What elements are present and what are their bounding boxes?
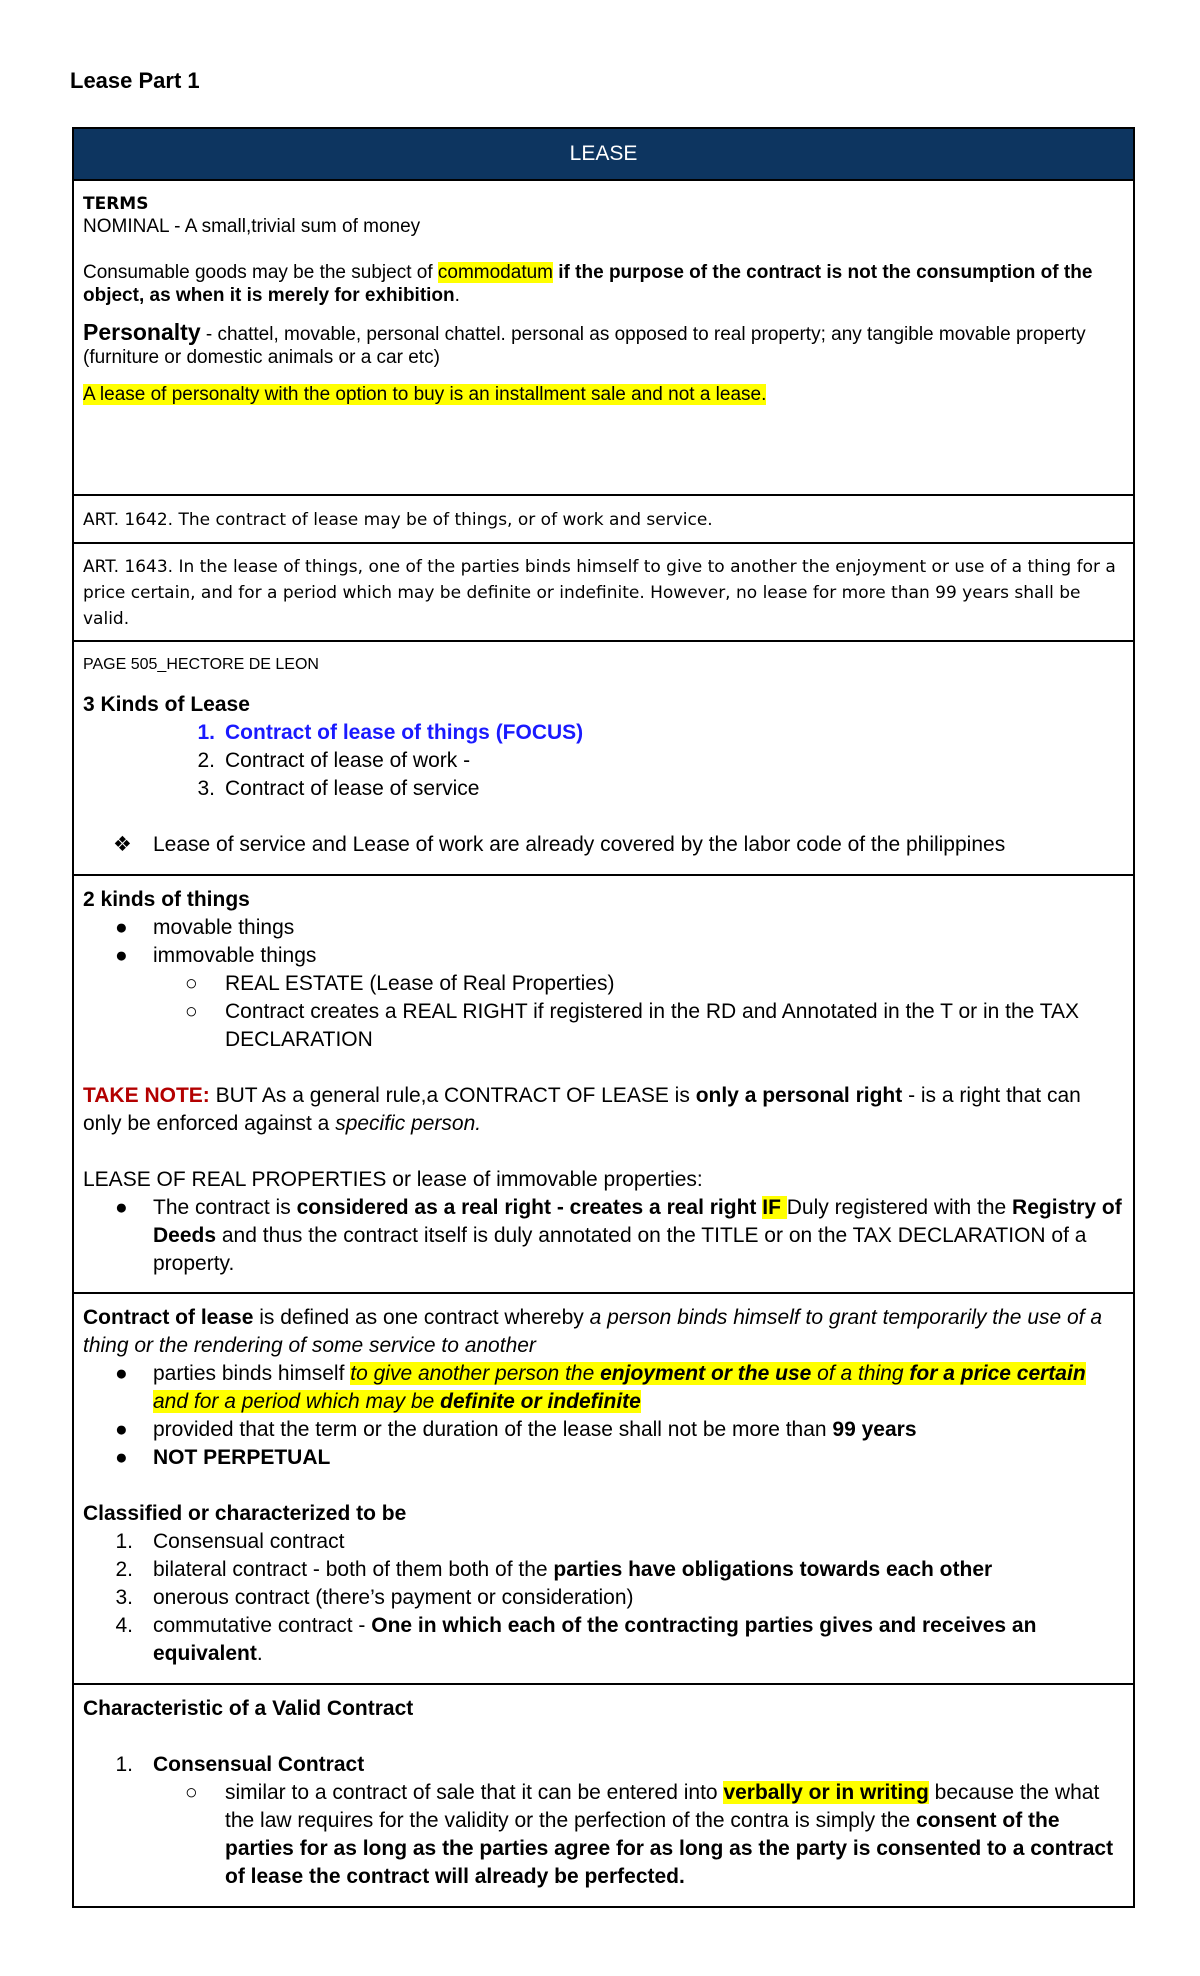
kind-item-service: Contract of lease of service [225, 777, 480, 800]
lease-table [72, 127, 1135, 1908]
list-number: 4. [115, 1614, 133, 1637]
bullet-icon: ● [115, 1362, 128, 1385]
onerous-item: onerous contract (there’s payment or consideration) [153, 1586, 634, 1609]
take-note-paragraph [83, 1082, 1124, 1138]
list-item [83, 1360, 1124, 1416]
list-number: 2. [197, 749, 215, 772]
kind-item-work: Contract of lease of work - [225, 749, 471, 772]
valid-text-b: because the what the law requires for the validity or the perfection of the contra is simply the [225, 1781, 1100, 1832]
definition-term: Contract of lease [83, 1306, 254, 1329]
lrp-text-bold: considered as a real right - creates a real right [296, 1196, 763, 1219]
contract-definition-cell [74, 1294, 1133, 1685]
article-1643 [74, 544, 1133, 642]
personalty-text: - chattel, movable, personal chattel. personal as opposed to real property; any tangible movable property (furniture or domestic animals or a car etc) [83, 324, 1086, 368]
lrp-text-c: Duly registered with the [786, 1196, 1013, 1219]
b1-text-c: enjoyment or the use [600, 1362, 812, 1385]
list-item [83, 1584, 1124, 1612]
contract-definition [83, 1304, 1124, 1360]
immovable-things: immovable things [153, 944, 317, 967]
b1-text-f: and for a period which may be [153, 1390, 441, 1413]
bullet-icon: ● [115, 944, 128, 967]
commutative-text-bold: One in which each of the contracting parties gives and receives an equivalent [153, 1614, 1037, 1665]
kind-item-things: Contract of lease of things (FOCUS) [225, 721, 584, 744]
table-header: LEASE [74, 129, 1133, 181]
labor-code-note [83, 831, 1124, 859]
list-item [83, 1528, 1124, 1556]
b1-text-d: of a thing [811, 1362, 910, 1385]
list-item [83, 1556, 1124, 1584]
list-item [83, 998, 1124, 1054]
list-item [83, 775, 1124, 803]
valid-contract-heading: Characteristic of a Valid Contract [83, 1697, 414, 1720]
b2-99-years: 99 years [832, 1418, 917, 1441]
list-item [83, 719, 1124, 747]
bilateral-text-bold: parties have obligations towards each other [553, 1558, 993, 1581]
things-heading: 2 kinds of things [83, 888, 250, 911]
bilateral-text-a: bilateral contract - both of them both of the [153, 1558, 554, 1581]
list-item [83, 1779, 1124, 1891]
consensual-contract-item: Consensual Contract [153, 1753, 365, 1776]
take-note-text-c: - is a right that can only be enforced against a [83, 1084, 1081, 1135]
list-number: 3. [197, 777, 215, 800]
consumable-text-end: . [454, 285, 460, 306]
personalty-term: Personalty [83, 319, 201, 345]
consumable-text-a: Consumable goods may be the subject of [83, 262, 438, 283]
circle-bullet-icon: ○ [185, 972, 198, 995]
take-note-text-a: BUT As a general rule,a CONTRACT OF LEASE is [209, 1084, 696, 1107]
b1-text-a: parties binds himself [153, 1362, 351, 1385]
b2-text-a: provided that the term or the duration of the lease shall not be more than [153, 1418, 833, 1441]
b1-text-g: definite or indefinite [440, 1390, 641, 1413]
lrp-text-e: and thus the contract itself is duly annotated on the TITLE or on the TAX DECLARATION of a property. [153, 1224, 1087, 1275]
b1-text-b: to give another person the [350, 1362, 601, 1385]
real-right-item: Contract creates a REAL RIGHT if registered in the RD and Annotated in the T or in the TAX DECLARATION [225, 1000, 1080, 1051]
personalty-note [83, 383, 1124, 406]
real-estate-item: REAL ESTATE (Lease of Real Properties) [225, 972, 615, 995]
circle-bullet-icon: ○ [185, 1000, 198, 1023]
list-number: 1. [115, 1753, 133, 1776]
kinds-list [83, 719, 1124, 803]
kinds-heading: 3 Kinds of Lease [83, 693, 250, 716]
list-item [83, 1612, 1124, 1668]
terms-cell [74, 181, 1133, 496]
list-item [83, 1194, 1124, 1278]
source-reference: PAGE 505_HECTORE DE LEON [83, 656, 319, 673]
personalty-definition [83, 321, 1124, 369]
bullet-icon: ● [115, 1446, 128, 1469]
list-item [83, 1444, 1124, 1472]
take-note-text-bold: only a personal right [695, 1084, 903, 1107]
article-1642 [74, 496, 1133, 544]
b1-text-e: for a price certain [909, 1362, 1086, 1385]
bullet-icon: ● [115, 916, 128, 939]
lrp-text-a: The contract is [153, 1196, 297, 1219]
definition-text-italic: a person binds himself to grant temporarily the use of a thing or the rendering of some service to another [83, 1306, 1103, 1357]
lrp-if-highlight: IF [762, 1196, 787, 1219]
bullet-icon: ● [115, 1196, 128, 1219]
list-number: 3. [115, 1586, 133, 1609]
diamond-bullet-icon: ❖ [113, 833, 132, 856]
article-1642-text: ART. 1642. The contract of lease may be of things, or of work and service. [83, 510, 713, 530]
article-1643-text: ART. 1643. In the lease of things, one of the parties binds himself to give to another the enjoyment or use of a thing for a price certain, and for a period which may be definite or indefinite. However, no lease for more than 99 years shall be valid. [83, 557, 1116, 629]
bullet-icon: ● [115, 1418, 128, 1441]
not-perpetual: NOT PERPETUAL [153, 1446, 331, 1469]
labor-code-note-text: Lease of service and Lease of work are already covered by the labor code of the philippines [153, 833, 1006, 856]
consensual-item: Consensual contract [153, 1530, 345, 1553]
list-number: 1. [197, 721, 215, 744]
nominal-definition: NOMINAL - A small,trivial sum of money [83, 216, 421, 237]
classified-heading: Classified or characterized to be [83, 1502, 407, 1525]
kinds-of-things-cell [74, 876, 1133, 1294]
document-title: Lease Part 1 [70, 68, 200, 93]
movable-things: movable things [153, 916, 295, 939]
valid-contract-cell [74, 1685, 1133, 1906]
valid-text-bold: consent of the parties for as long as the parties agree for as long as the party is consented to a contract of lease the contract will already be perfected. [225, 1809, 1114, 1888]
list-number: 2. [115, 1558, 133, 1581]
commodatum-highlight: commodatum [437, 262, 553, 283]
list-item [83, 747, 1124, 775]
registry-of-deeds: Registry of Deeds [153, 1196, 1122, 1247]
verbally-or-writing-highlight: verbally or in writing [723, 1781, 929, 1804]
consumable-goods-text [83, 261, 1124, 307]
list-item [83, 942, 1124, 970]
list-item [83, 914, 1124, 942]
valid-text-a: similar to a contract of sale that it can be entered into [225, 1781, 724, 1804]
consumable-text-bold: if the purpose of the contract is not the consumption of the object, as when it is merely for exhibition [83, 262, 1093, 306]
list-number: 1. [115, 1530, 133, 1553]
list-item [83, 1416, 1124, 1444]
take-note-text-italic: specific person. [335, 1112, 482, 1135]
list-item [83, 970, 1124, 998]
list-item [83, 1751, 1124, 1779]
commutative-text-a: commutative contract - [153, 1614, 372, 1637]
commutative-text-end: . [256, 1642, 263, 1665]
terms-heading: TERMS [83, 194, 149, 214]
kinds-of-lease-cell [74, 642, 1133, 876]
lease-real-properties-heading: LEASE OF REAL PROPERTIES or lease of immovable properties: [83, 1168, 703, 1191]
personalty-note-highlight: A lease of personalty with the option to buy is an installment sale and not a lease. [83, 384, 767, 405]
definition-text-a: is defined as one contract whereby [253, 1306, 590, 1329]
circle-bullet-icon: ○ [185, 1781, 198, 1804]
take-note-label: TAKE NOTE: [83, 1084, 210, 1107]
